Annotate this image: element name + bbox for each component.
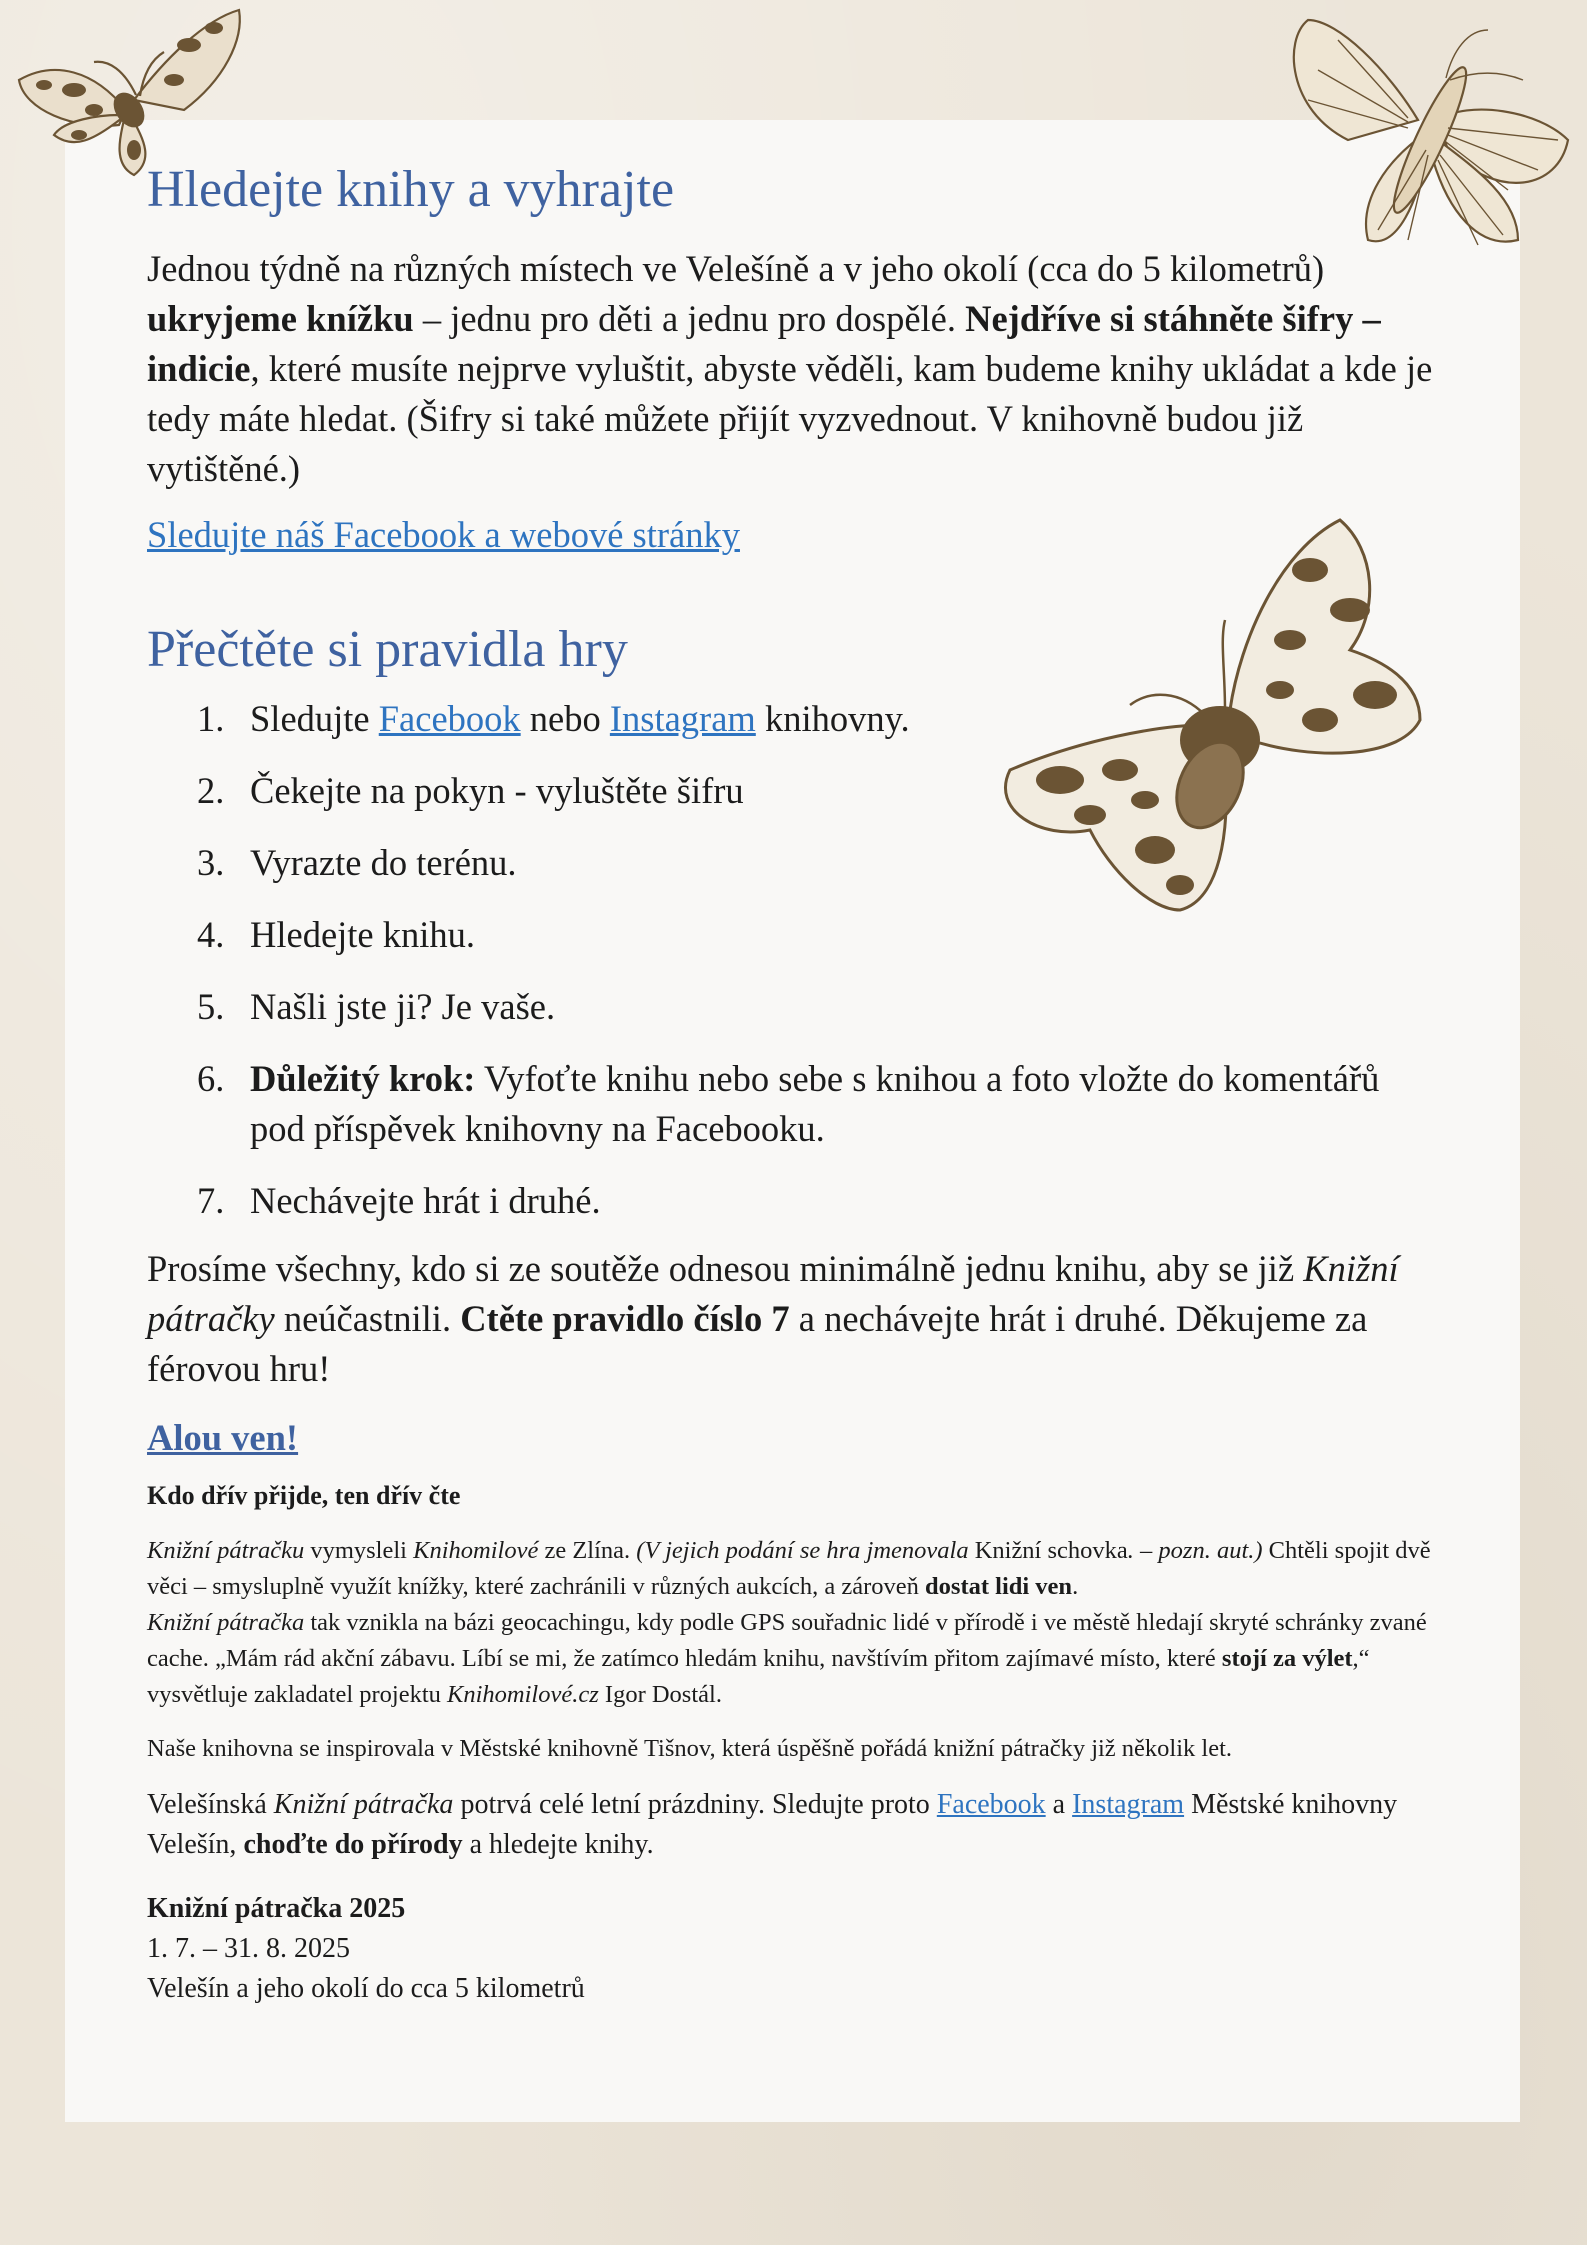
list-item — [147, 694, 1442, 744]
closing-text-1: Prosíme všechny, kdo si ze soutěže odnesou minimálně jednu knihu, aby se již — [147, 1247, 1304, 1289]
list-item — [147, 910, 1442, 960]
text: Chtěli spojit dvě věci – smysluplně využít knížky, které zachránili v různých aukcích, a zároveň — [147, 1536, 1431, 1600]
rule-number: 2. — [197, 769, 225, 811]
facebook-link[interactable]: Facebook — [378, 697, 521, 739]
event-title: Knižní pátračka 2025 — [147, 1892, 406, 1924]
closing-paragraph — [147, 1244, 1442, 1394]
rule-number: 3. — [197, 841, 225, 883]
intro-text-1: Jednou týdně na různých místech ve Velešíně a v jeho okolí (cca do 5 kilometrů) — [147, 247, 1325, 289]
italic-text: Knižní pátračku — [147, 1536, 305, 1564]
text: a hledejte knihy. — [462, 1828, 654, 1860]
rule-text: Čekejte na pokyn - vyluštěte šifru — [250, 769, 744, 811]
list-item — [147, 838, 1442, 888]
instagram-link[interactable]: Instagram — [1072, 1788, 1185, 1820]
event-info — [147, 1889, 1442, 2009]
rule-text: nebo — [520, 697, 610, 739]
list-item — [147, 766, 1442, 816]
article-paragraph-1 — [147, 1533, 1442, 1605]
rule-number: 5. — [197, 985, 225, 1027]
page-title: Hledejte knihy a vyhrajte — [147, 161, 675, 218]
rule-text: knihovny. — [755, 697, 910, 739]
list-item — [147, 1054, 1442, 1154]
rule-number: 1. — [197, 697, 225, 739]
text: Velešínská — [147, 1788, 274, 1820]
rule-text: Hledejte knihu. — [250, 913, 476, 955]
rule-number: 6. — [197, 1057, 225, 1099]
alou-ven-link[interactable]: Alou ven! — [147, 1416, 299, 1458]
text: Městské knihovny Velešín, — [147, 1788, 1398, 1860]
event-place: Velešín a jeho okolí do cca 5 kilometrů — [147, 1972, 585, 2004]
text: ,“ vysvětluje zakladatel projektu — [147, 1644, 1370, 1708]
intro-bold-2: Nejdříve si stáhněte šifry – indicie — [147, 297, 1381, 389]
closing-italic: Knižní pátračky — [147, 1247, 1399, 1339]
article-paragraph-4 — [147, 1785, 1442, 1865]
intro-bold-1: ukryjeme knížku — [147, 297, 414, 339]
text: potrvá celé letní prázdniny. Sledujte proto — [453, 1788, 937, 1820]
list-item — [147, 982, 1442, 1032]
text: vymysleli — [304, 1536, 414, 1564]
text: a — [1045, 1788, 1073, 1820]
rule-text: Nechávejte hrát i druhé. — [250, 1179, 601, 1221]
bold-text: dostat lidi ven — [925, 1572, 1073, 1600]
rules-list — [147, 694, 1442, 1226]
main-content — [147, 160, 1442, 2009]
text: ze Zlína. — [538, 1536, 637, 1564]
rule-text: Sledujte — [250, 697, 379, 739]
italic-text: Knihomilové.cz — [447, 1680, 599, 1708]
list-item — [147, 1176, 1442, 1226]
closing-bold: Ctěte pravidlo číslo 7 — [460, 1297, 790, 1339]
closing-text-3: a nechávejte hrát i druhé. Děkujeme za férovou hru! — [147, 1297, 1368, 1389]
instagram-link[interactable]: Instagram — [609, 697, 756, 739]
moth-top-left-illustration — [14, 0, 244, 180]
rule-number: 7. — [197, 1179, 225, 1221]
article-paragraph-2 — [147, 1605, 1442, 1713]
rule-text: Vyrazte do terénu. — [250, 841, 517, 883]
rule-bold-text: Důležitý krok: — [250, 1057, 476, 1099]
italic-text: (V jejich podání se hra jmenovala — [636, 1536, 969, 1564]
bold-text: choďte do přírody — [243, 1828, 463, 1860]
italic-text: Knižní pátračka — [147, 1608, 305, 1636]
follow-facebook-web-link[interactable]: Sledujte náš Facebook a webové stránky — [147, 513, 740, 555]
event-dates: 1. 7. – 31. 8. 2025 — [147, 1932, 350, 1964]
article-block — [147, 1533, 1442, 1713]
article-paragraph-3: Naše knihovna se inspirovala v Městské knihovně Tišnov, která úspěšně pořádá knižní pátračky již několik let. — [147, 1734, 1233, 1762]
rule-text: Našli jste ji? Je vaše. — [250, 985, 556, 1027]
facebook-link[interactable]: Facebook — [936, 1788, 1046, 1820]
italic-text: . – pozn. aut.) — [1127, 1536, 1263, 1564]
italic-text: Knihomilové — [413, 1536, 539, 1564]
intro-text-3: , které musíte nejprve vyluštit, abyste věděli, kam budeme knihy ukládat a kde je tedy máte hledat. (Šifry si také můžete přijít vyzvednout. V knihovně budou již vytištěné.) — [147, 347, 1433, 489]
text: . — [1072, 1572, 1079, 1600]
text: tak vznikla na bázi geocachingu, kdy podle GPS souřadnic lidé v přírodě i ve městě hledají skryté schránky zvané cache. „Mám rád akční zábavu. Líbí se mi, že zatímco hledám knihu, navštívím přitom zajímavé místo, které — [147, 1608, 1427, 1672]
closing-text-2: neúčastnili. — [274, 1297, 461, 1339]
rule-number: 4. — [197, 913, 225, 955]
text: Igor Dostál. — [598, 1680, 722, 1708]
rule-text: Vyfoťte knihu nebo sebe s knihou a foto vložte do komentářů pod příspěvek knihovny na Facebooku. — [250, 1057, 1380, 1149]
intro-text-2: – jednu pro děti a jednu pro dospělé. — [413, 297, 966, 339]
bold-text: stojí za výlet — [1221, 1644, 1353, 1672]
subheading-kdo: Kdo dřív přijde, ten dřív čte — [147, 1480, 461, 1510]
italic-text: Knižní pátračka — [273, 1788, 454, 1820]
rules-heading: Přečtěte si pravidla hry — [147, 620, 628, 678]
text: Knižní schovka — [968, 1536, 1128, 1564]
intro-paragraph — [147, 244, 1442, 494]
